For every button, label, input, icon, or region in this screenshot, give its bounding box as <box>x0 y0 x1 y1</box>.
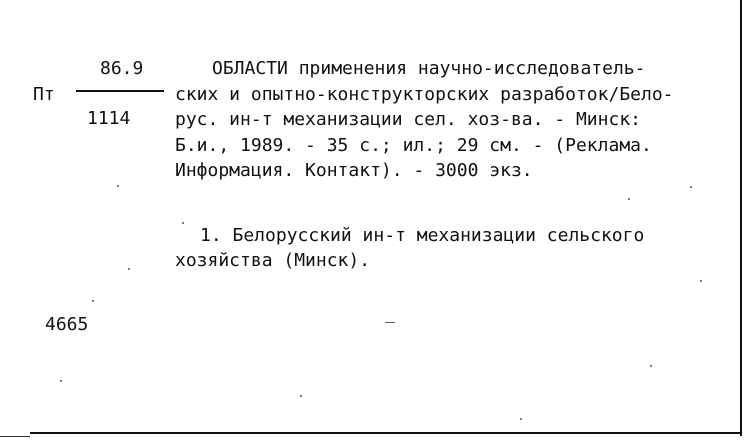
scan-speck <box>690 186 692 188</box>
scan-speck <box>182 222 184 224</box>
scan-speck <box>60 380 62 382</box>
subject-entry-line: хозяйства (Минск). <box>175 250 371 271</box>
scan-speck <box>117 185 119 187</box>
description-line: ОБЛАСТИ применения научно-исследователь- <box>212 58 646 79</box>
accession-number: 4665 <box>45 314 89 335</box>
subject-entry-line: 1. Белорусский ин-т механизации сельского <box>200 225 645 246</box>
call-number-bottom: 1114 <box>87 108 131 129</box>
description-line: ских и опытно-конструкторских разработок/Бело- <box>175 84 674 105</box>
call-number-divider <box>76 90 164 92</box>
call-number-top: 86.9 <box>100 58 144 79</box>
card-right-border <box>740 0 742 436</box>
scan-speck <box>300 395 302 397</box>
scan-speck <box>628 198 630 200</box>
scan-speck <box>700 280 702 282</box>
description-line: Информация. Контакт). - 3000 экз. <box>175 160 533 181</box>
scan-speck <box>385 322 395 323</box>
card-bottom-border <box>30 432 742 434</box>
scan-speck <box>650 365 652 367</box>
scan-speck <box>520 418 522 420</box>
card-bottom-border-left <box>0 436 30 437</box>
description-line: рус. ин-т механизации сел. хоз-ва. - Минск: <box>175 109 641 130</box>
scan-speck <box>128 268 130 270</box>
scan-speck <box>92 300 94 302</box>
description-line: Б.и., 1989. - 35 с.; ил.; 29 см. - (Реклама. <box>175 135 652 156</box>
call-number-prefix: Пт <box>33 84 55 105</box>
